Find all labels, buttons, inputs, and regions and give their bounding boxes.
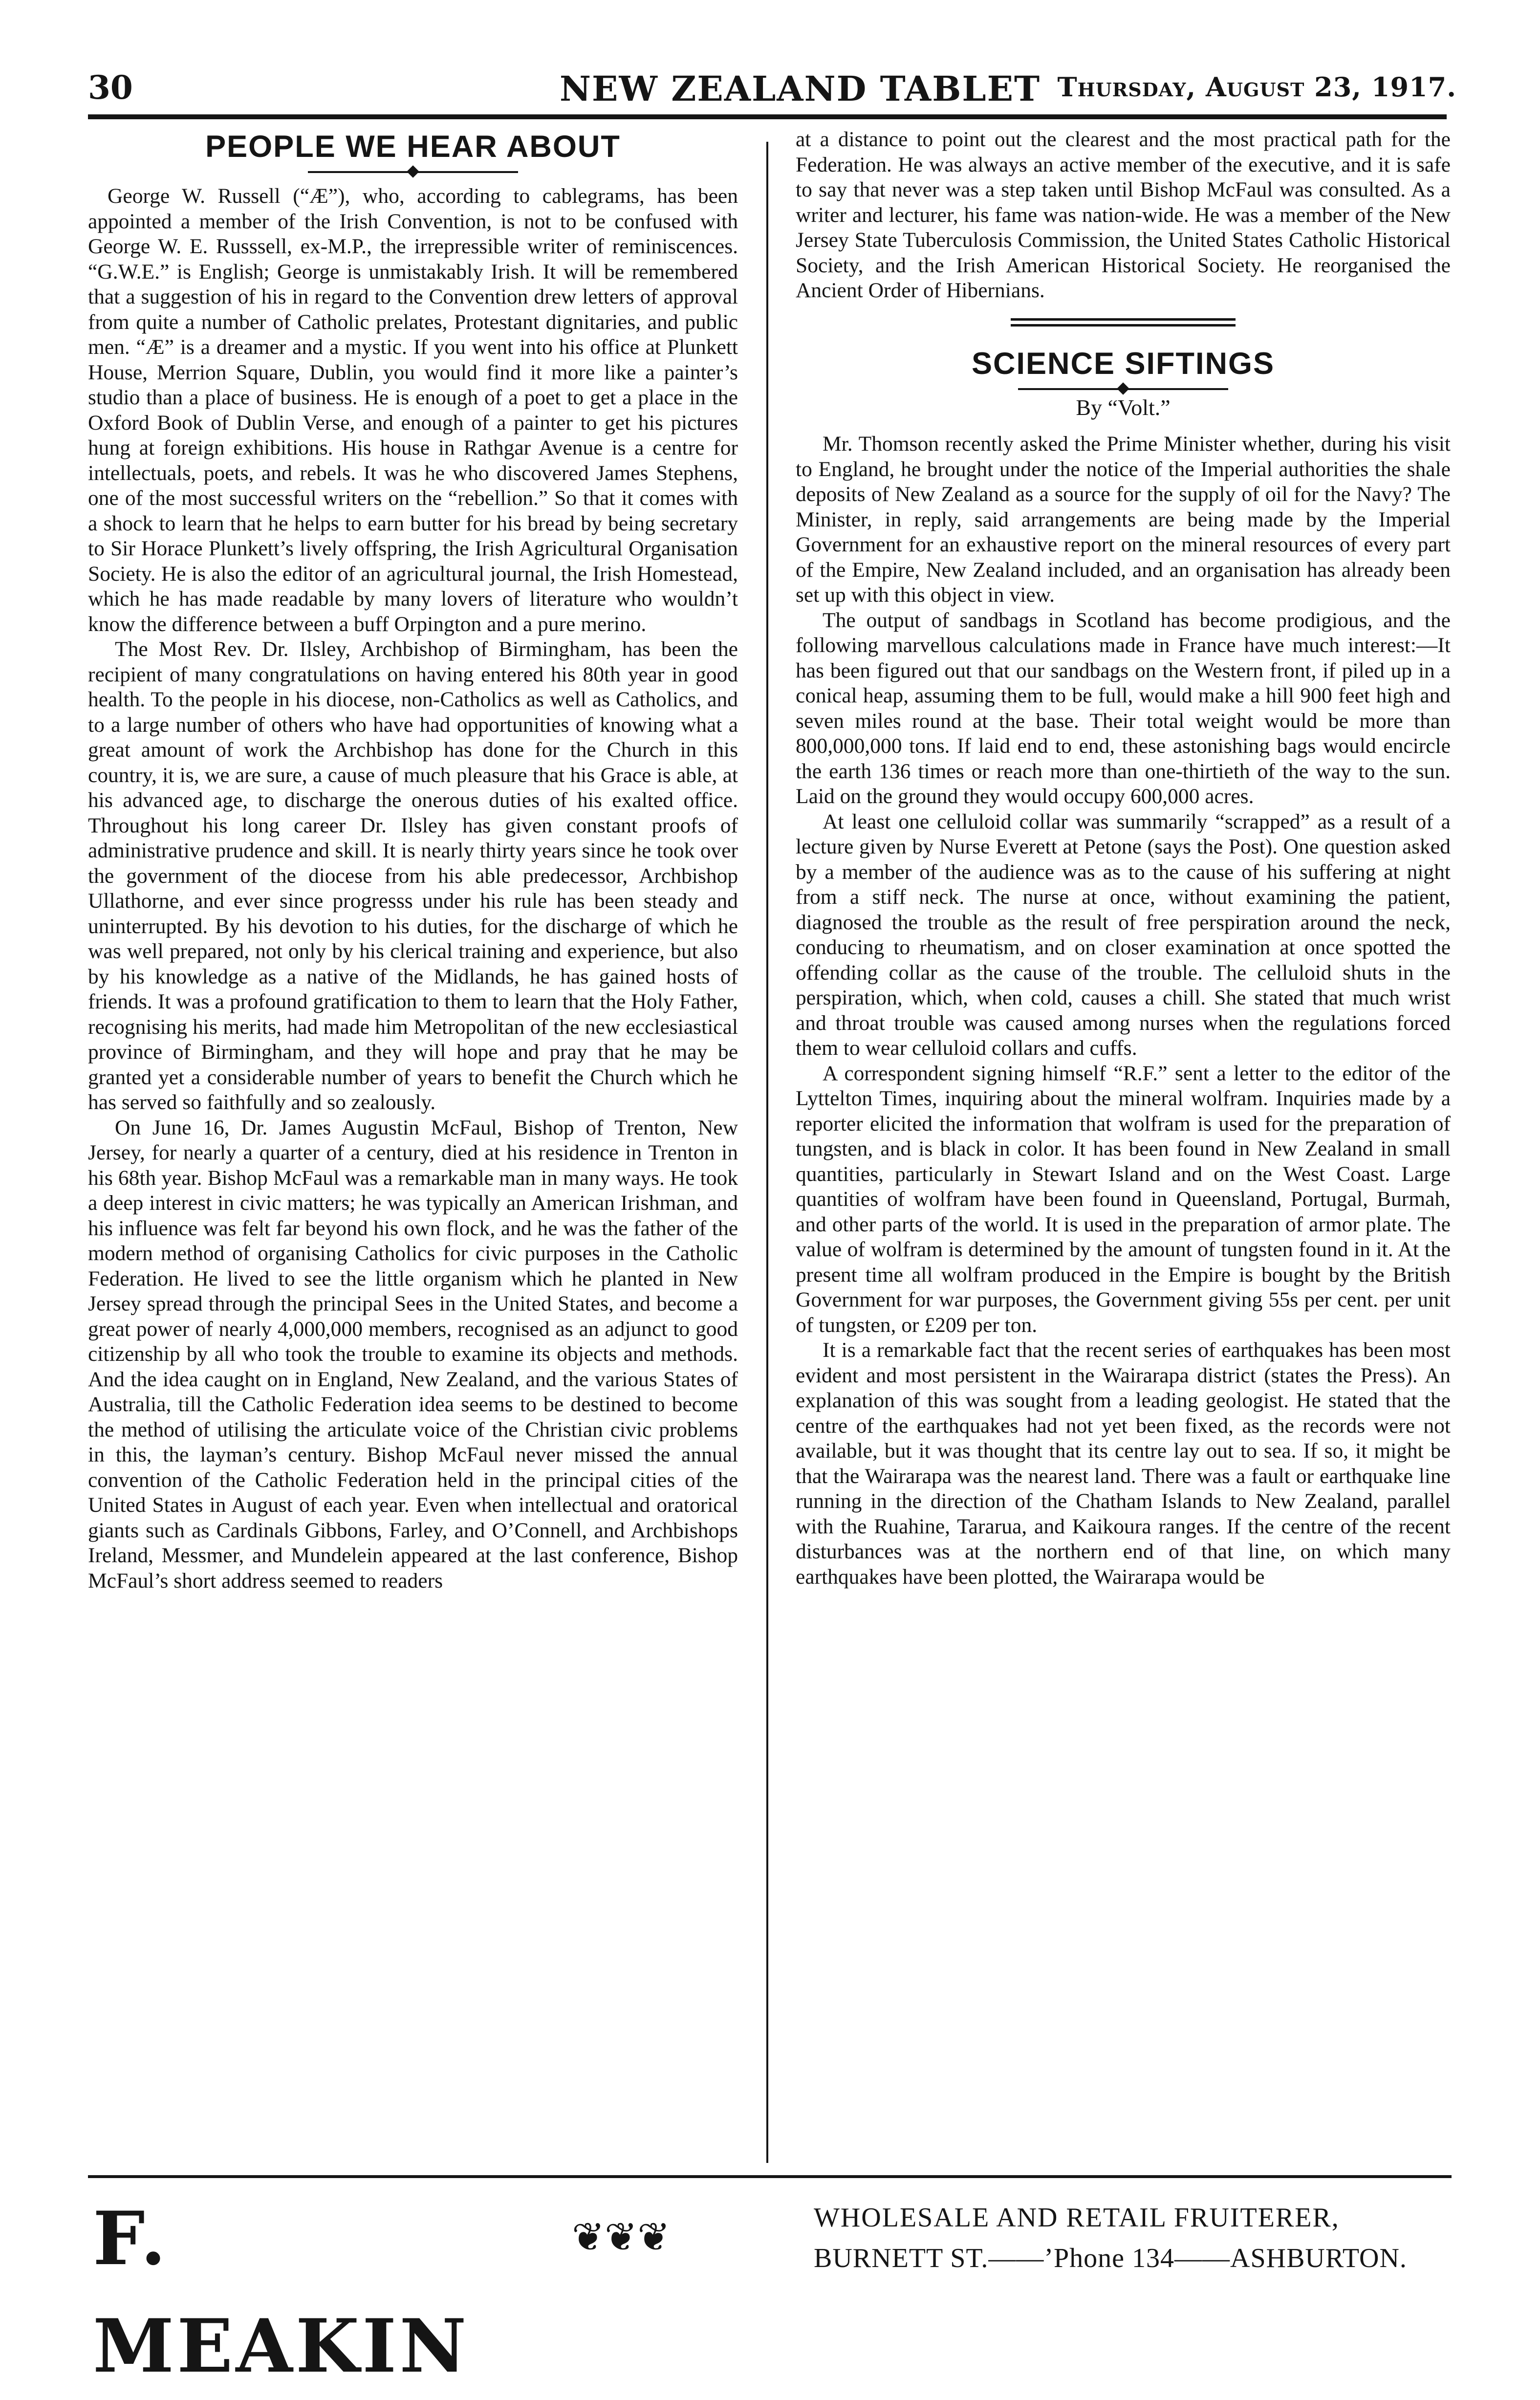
article-paragraph: It is a remarkable fact that the recent series of earthquakes has been most evident and most persistent in the Wairarapa district (states the Press). An explanation of this was sought from a leading geologist. He stated that the centre of the earthquakes had not yet been fixed, as the records were not available, but it was thought that its centre lay out to sea. If so, it might be that the Wairarapa was the nearest land. There was a fault or earthquake line running in the direction of the Chatham Islands to New Zealand, parallel with the Ruahine, Tararua, and Kaikoura ranges. If the centre of the recent disturbances was at the northern end of that line, on which many earthquakes have been plotted, the Wairarapa would be [796,1338,1451,1589]
advertiser-address: BURNETT ST.——’Phone 134——ASHBURTON. [814,2243,1407,2273]
article-paragraph: George W. Russell (“Æ”), who, according to cablegrams, has been appointed a member of the Irish Convention, is not to be confused with George W. E. Russsell, ex-M.P., the irrepressible writer of reminiscences. “G.W.E.” is English; George is unmistakably Irish. It will be remembered that a suggestion of his in regard to the Convention drew letters of approval from quite a number of Catholic prelates, Protestant dignitaries, and public men. “Æ” is a dreamer and a mystic. If you went into his office at Plunkett House, Merrion Square, Dublin, you would find it more like a painter’s studio than a place of business. He is enough of a poet to get a place in the Oxford Book of Dublin Verse, and enough of a painter to get his pictures hung at foreign exhibitions. His house in Rathgar Avenue is a centre for intellectuals, poets, and rebels. It was he who discovered James Stephens, one of the most successful writers on the “rebellion.” So that it comes with a shock to learn that he helps to earn butter for his bread by being secretary to Sir Horace Plunkett’s lively offspring, the Irish Agricultural Organisation Society. He is also the editor of an agricultural journal, the Irish Homestead, which he has made readable by many lovers of literature who wouldn’t know the difference between a buff Orpington and a pure merino. [88,184,738,636]
page-number: 30 [88,68,133,107]
heading-ornament [308,171,518,173]
article-paragraph: At least one celluloid collar was summarily “scrapped” as a result of a lecture given by Nurse Everett at Petone (says the Post). One question asked by a member of the audience was as to the cause of his suffering at night from a stiff neck. The nurse at once, without examining the patient, diagnosed the trouble as the result of free perspiration around the neck, conducing to rheumatism, and on closer examination at once spotted the offending collar as the cause of the trouble. The celluloid shuts in the perspiration, which, when cold, causes a chill. She stated that much wrist and throat trouble was caused among nurses when the regulations forced them to wear celluloid collars and cuffs. [796,809,1451,1060]
continued-paragraph: at a distance to point out the clearest and the most practical path for the Federation. He was always an active member of the executive, and it is safe to say that never was a step taken until Bishop McFaul was consulted. As a writer and lecturer, his fame was nation-wide. He was a member of the New Jersey State Tuberculosis Commission, the United States Catholic Historical Society, and the Irish American Historical Society. He reorganised the Ancient Order of Hibernians. [796,128,1451,302]
article-paragraph: A correspondent signing himself “R.F.” sent a letter to the editor of the Lyttelton Times, inquiring about the mineral wolfram. Inquiries made by a reporter elicited the information that wolfram is used for the preparation of tungsten, and is black in color. It has been found in New Zealand in small quantities, particularly in Stewart Island and on the West Coast. Large quantities of wolfram have been found in Queensland, Portugal, Burmah, and other parts of the world. It is used in the preparation of armor plate. The value of wolfram is determined by the amount of tungsten found in it. At the present time all wolfram produced in the Empire is bought by the British Government for war purposes, the Government giving 55s per cent. per unit of tungsten, or £209 per ton. [796,1061,1451,1337]
masthead [88,68,1456,112]
article-paragraph: On June 16, Dr. James Augustin McFaul, Bishop of Trenton, New Jersey, for nearly a quarter of a century, died at his residence in Trenton in his 68th year. Bishop McFaul was a remarkable man in many ways. He took a deep interest in civic matters; he was typically an American Irishman, and his influence was felt far beyond his own flock, and he was the father of the modern method of organising Catholics for civic purposes in the Catholic Federation. He lived to see the little organism which he planted in New Jersey spread through the principal Sees in the United States, and become a great power of nearly 4,000,000 members, recognised as an adjunct to good citizenship by all who took the trouble to examine its objects and methods. And the idea caught on in England, New Zealand, and the various States of Australia, till the Catholic Federation idea seems to be destined to become the method of utilising the articulate voice of the Christian civic problems in this, the layman’s century. Bishop McFaul never missed the annual convention of the Catholic Federation held in the principal cities of the United States in August of each year. Even when intellectual and oratorical giants such as Cardinals Gibbons, Farley, and O’Connell, and Archbishops Ireland, Messmer, and Mundelein appeared at the last conference, Bishop McFaul’s short address seemed to readers [88,1115,738,1593]
advertiser-name: F. MEAKIN [93,2196,470,2389]
column-divider [766,142,768,2163]
masthead-rule [88,114,1447,119]
article-paragraph: The output of sandbags in Scotland has become prodigious, and the following marvellous calculations made in France have much interest:—It has been figured out that our sandbags on the Western front, if piled up in a conical heap, assuming them to be full, would make a hill 900 feet high and seven miles round at the base. Their total weight would be more than 800,000,000 tons. If laid end to end, these astonishing bags would encircle the earth 136 times or reach more than one-thirtieth of the way to the sun. Laid on the ground they would occupy 600,000 acres. [796,608,1451,808]
right-column [796,127,1451,2168]
footer-rule [88,2175,1452,2178]
article-paragraph: Mr. Thomson recently asked the Prime Minister whether, during his visit to England, he brought under the notice of the Imperial authorities the shale deposits of New Zealand as a source for the supply of oil for the Navy? The Minister, in reply, said arrangements are being made by the Imperial Government for an exhaustive report on the mineral resources of every part of the Empire, New Zealand included, and an organisation has already been set up with this object in view. [796,432,1451,607]
advertiser-trade: WHOLESALE AND RETAIL FRUITERER, [814,2203,1340,2233]
left-column [88,127,738,2168]
section-separator [1011,318,1236,327]
people-heading: PEOPLE WE HEAR ABOUT [205,130,621,164]
heading-ornament [1018,388,1228,390]
ornament-icon: ❦❦❦ [572,2214,671,2260]
issue-date: Thursday, August 23, 1917. [1057,71,1456,103]
science-heading: SCIENCE SIFTINGS [971,346,1275,381]
byline: By “Volt.” [1076,394,1171,420]
publication-title: NEW ZEALAND TABLET [560,68,1041,109]
article-paragraph: The Most Rev. Dr. Ilsley, Archbishop of Birmingham, has been the recipient of many congratulations on having entered his 80th year in good health. To the people in his diocese, non-Catholics as well as Catholics, and to a large number of others who have had opportunities of knowing what a great amount of work the Archbishop has done for the Church in this country, it is, we are sure, a cause of much pleasure that his Grace is able, at his advanced age, to discharge the onerous duties of his exalted office. Throughout his long career Dr. Ilsley has given constant proofs of administrative prudence and skill. It is nearly thirty years since he took over the government of the diocese from his able predecessor, Archbishop Ullathorne, and ever since progresss under his rule has been steady and uninterrupted. By his devotion to his duties, for the discharge of which he was well prepared, not only by his clerical training and experience, but also by his knowledge as a native of the Midlands, he has gained hosts of friends. It was a profound gratification to them to learn that the Holy Father, recognising his merits, had made him Metropolitan of the new ecclesiastical province of Birmingham, and they will hope and pray that he may be granted yet a considerable number of years to benefit the Church which he has served so faithfully and so zealously. [88,637,738,1114]
